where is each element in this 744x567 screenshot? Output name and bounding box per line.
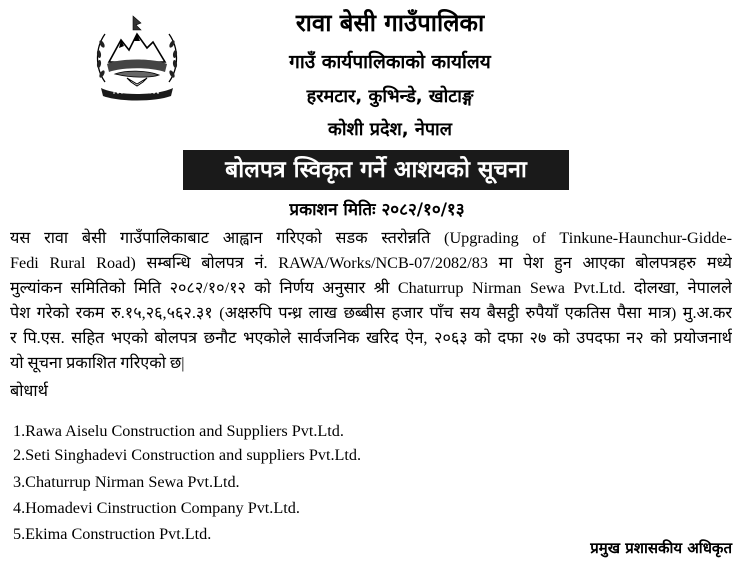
recipient-item: 2.Seti Singhadevi Construction and suppliers Pvt.Ltd.	[13, 446, 362, 464]
recipient-item: 5.Ekima Construction Pvt.Ltd.	[13, 525, 212, 543]
office-address: हरमटार, कुभिन्डे, खोटाङ्ग	[306, 86, 474, 107]
notice-body-line: मुल्यांकन समितिको मिति २०८२/१०/१२ को निर्णय अनुसार श्री Chaturrup Nirman Sewa Pvt.Ltd. दोलखा, नेपालले	[10, 279, 732, 297]
notice-body-line: यो सूचना प्रकाशित गरिएको छ|	[10, 354, 185, 372]
signatory-title: प्रमुख प्रशासकीय अधिकृत	[590, 539, 732, 557]
notice-body-line: यस रावा बेसी गाउँपालिकाबाट आह्वान गरिएको सडक स्तरोन्नति (Upgrading of Tinkune-Haunchur-Gidde-	[10, 229, 732, 247]
publication-date: प्रकाशन मितिः २०८२/१०/१३	[289, 200, 465, 220]
notice-body-line: पेश गरेको रकम रु.१५,२६,५६२.३१ (अक्षरुपि पन्ध्र लाख छब्बीस हजार पाँच सय बैसट्ठी रुपैयाँ एकतिस पैसा मात्र) मु.अ.कर	[10, 304, 732, 322]
notice-body-line: र पि.एस. सहित भएको बोलपत्र छनौट भएकोले सार्वजनिक खरिद ऐन, २०६३ को दफा २७ को उपदफा न२ को प्रयोजनार्थ	[10, 329, 732, 347]
municipality-name: रावा बेसी गाउँपालिका	[295, 9, 485, 37]
office-name: गाउँ कार्यपालिकाको कार्यालय	[289, 51, 491, 73]
recipient-item: 1.Rawa Aiselu Construction and Suppliers Pvt.Ltd.	[13, 422, 344, 440]
nepal-emblem-logo	[91, 12, 183, 104]
province-country: कोशी प्रदेश, नेपाल	[328, 119, 452, 140]
recipients-label: बोधार्थ	[10, 382, 48, 400]
recipient-item: 3.Chaturrup Nirman Sewa Pvt.Ltd.	[13, 473, 240, 491]
notice-title: बोलपत्र स्विकृत गर्ने आशयको सूचना	[183, 150, 569, 190]
recipient-item: 4.Homadevi Cinstruction Company Pvt.Ltd.	[13, 499, 300, 517]
notice-body-line: Fedi Rural Road) सम्बन्धि बोलपत्र नं. RAWA/Works/NCB-07/2082/83 मा पेश हुन आएका बोलपत्रहरु मध्ये	[10, 254, 732, 272]
